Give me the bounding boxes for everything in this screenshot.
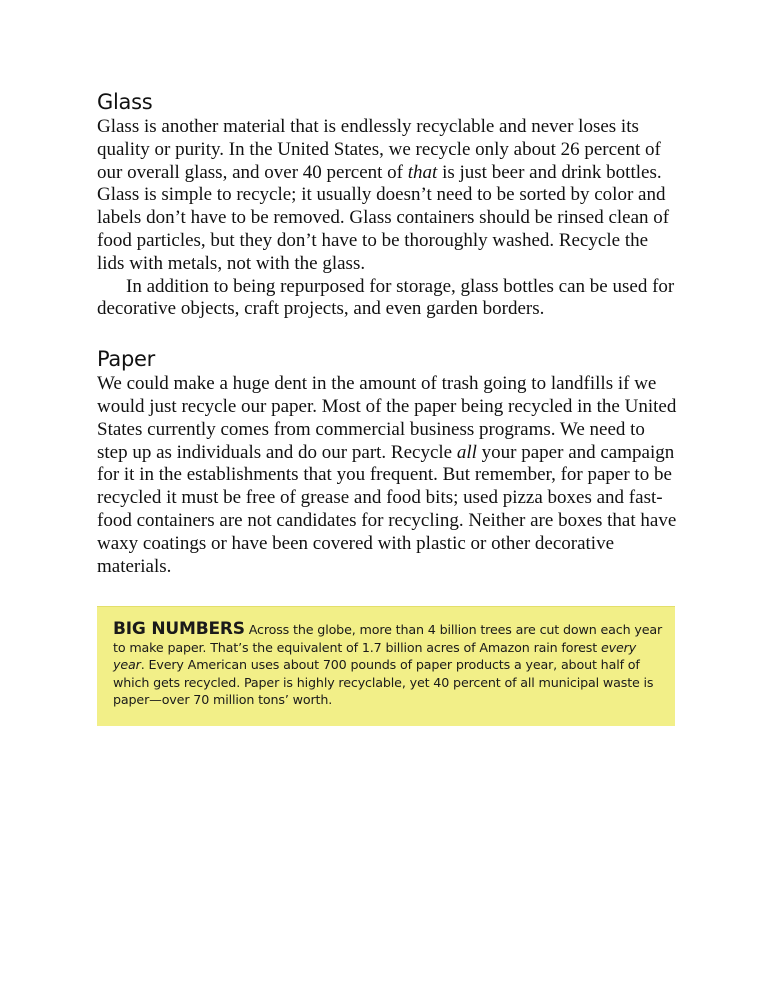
paper-paragraph-1: [97, 373, 677, 578]
glass-paragraph-1-text-a: Glass is another material that is endlessly recyclable and never loses its quality or purity. In the United States, we recycle only about 26 percent of our overall glass, and over 40 percent of: [97, 116, 661, 183]
paper-paragraph-1-emphasis: all: [456, 441, 477, 463]
paper-paragraph-1-text-b: your paper and campaign for it in the establishments that you frequent. But remember, for paper to be recycled it must be free of grease and food bits; used pizza boxes and fast-food containers are not candidates for recycling. Neither are boxes that have waxy coatings or have been covered with plastic or other decorative materials.: [97, 441, 677, 577]
glass-paragraph-1-emphasis: that: [407, 161, 438, 183]
callout-text-b: . Every American uses about 700 pounds of paper products a year, about half of which gets recycled. Paper is highly recyclable, yet 40 percent of all municipal waste is paper—over 70 million tons’ worth.: [113, 657, 654, 707]
glass-section: [97, 88, 677, 321]
callout-title: BIG NUMBERS: [113, 619, 245, 640]
glass-paragraph-1: [97, 116, 677, 276]
paper-paragraph-1-text-a: We could make a huge dent in the amount of trash going to landfills if we would just recycle our paper. Most of the paper being recycled in the United States currently comes from commercial business programs. We need to step up as individuals and do our part. Recycle: [97, 373, 677, 463]
glass-paragraph-2: In addition to being repurposed for storage, glass bottles can be used for decorative objects, craft projects, and even garden borders.: [97, 275, 675, 320]
page-content: [97, 88, 677, 726]
big-numbers-callout: [97, 606, 675, 726]
glass-paragraph-1-text-b: is just beer and drink bottles. Glass is simple to recycle; it usually doesn’t need to be sorted by color and labels don’t have to be removed. Glass containers should be rinsed clean of food particles, but they don’t have to be thoroughly washed. Recycle the lids with metals, not with the glass.: [97, 161, 670, 274]
callout-emphasis: every year: [113, 639, 637, 673]
callout-text-a: Across the globe, more than 4 billion trees are cut down each year to make paper. That’s the equivalent of 1.7 billion acres of Amazon rain forest: [113, 622, 663, 655]
paper-section: [97, 345, 677, 578]
glass-heading: Glass: [97, 90, 153, 114]
paper-heading: Paper: [97, 347, 155, 372]
callout-text: [113, 621, 663, 708]
